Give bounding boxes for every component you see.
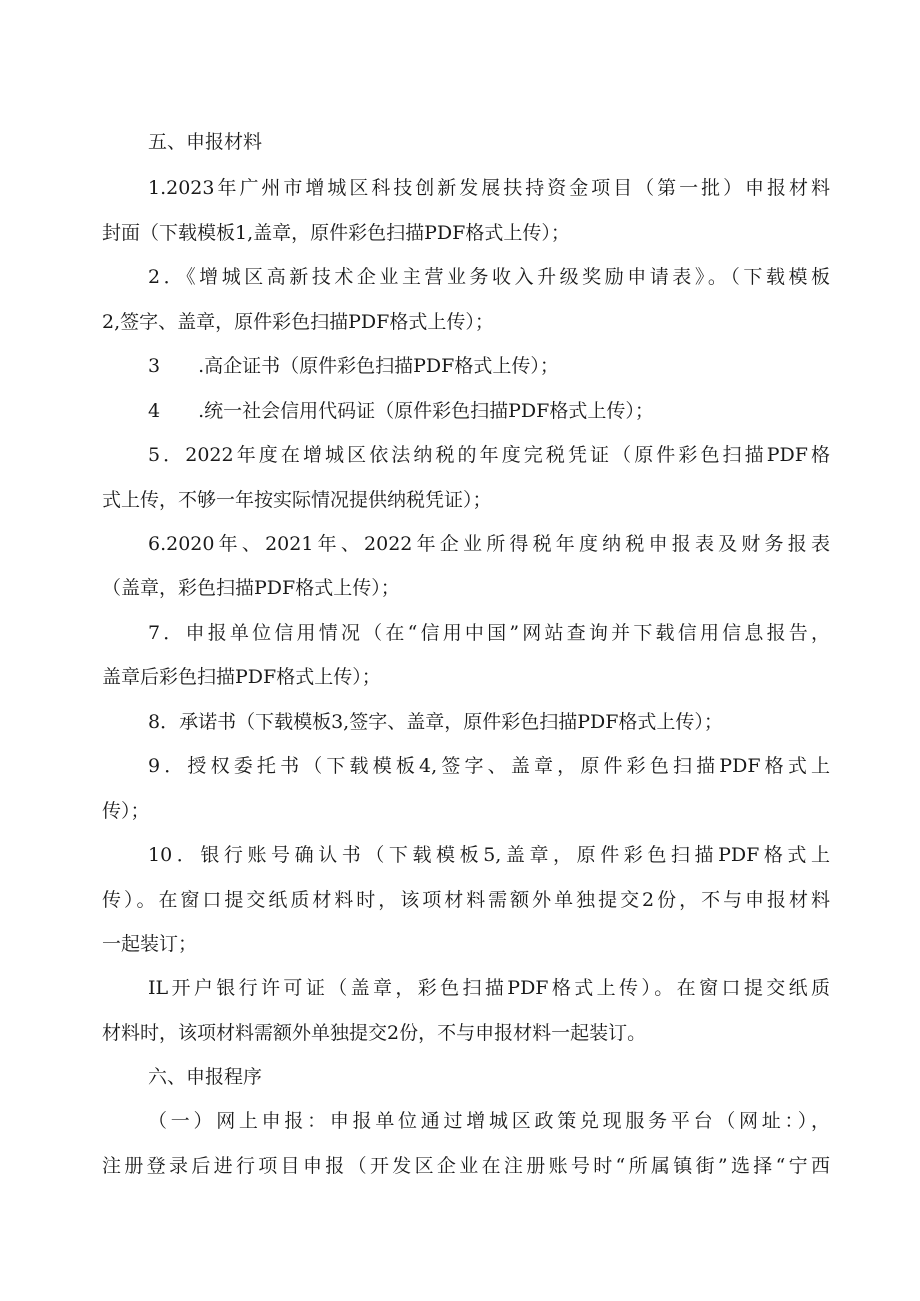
list-item-line: 10．银行账号确认书（下载模板5,盖章，原件彩色扫描PDF格式上 [148, 844, 830, 866]
list-item-line: 4 .统一社会信用代码证（原件彩色扫描PDF格式上传）； [148, 400, 654, 422]
list-item-line: 9．授权委托书（下载模板4,签字、盖章，原件彩色扫描PDF格式上 [148, 755, 830, 777]
list-item-line: 7．申报单位信用情况（在“信用中国”网站查询并下载信用信息报告， [148, 622, 830, 644]
section-heading-materials: 五、申报材料 [148, 131, 263, 153]
list-item-line: 一起装订； [102, 933, 198, 955]
list-item-line: 8．承诺书（下载模板3,签字、盖章，原件彩色扫描PDF格式上传）； [148, 711, 723, 733]
list-item-line: （盖章，彩色扫描PDF格式上传）； [102, 577, 400, 599]
list-item-line: 2,签字、盖章，原件彩色扫描PDF格式上传）； [102, 311, 494, 333]
list-item-line: 封面（下载模板1,盖章，原件彩色扫描PDF格式上传）； [102, 222, 570, 244]
list-item-line: 6.2020年、2021年、2022年企业所得税年度纳税申报表及财务报表 [148, 533, 830, 555]
list-item-line: 材料时，该项材料需额外单独提交2份，不与申报材料一起装订。 [102, 1022, 647, 1044]
list-item-line: 传）； [102, 800, 150, 822]
list-item-line: IL开户银行许可证（盖章，彩色扫描PDF格式上传）。在窗口提交纸质 [148, 977, 830, 999]
list-item-line: 注册登录后进行项目申报（开发区企业在注册账号时“所属镇街”选择“宁西 [102, 1155, 830, 1177]
list-item-line: 传）。在窗口提交纸质材料时，该项材料需额外单独提交2份，不与申报材料 [102, 889, 830, 911]
list-item-line: 式上传，不够一年按实际情况提供纳税凭证）； [102, 489, 492, 511]
list-item-line: 盖章后彩色扫描PDF格式上传）； [102, 666, 381, 688]
list-item-line: 3 .高企证书（原件彩色扫描PDF格式上传）； [148, 355, 559, 377]
list-item-line: 2．《增城区高新技术企业主营业务收入升级奖励申请表》。（下载模板 [148, 266, 830, 288]
section-heading-procedure: 六、申报程序 [148, 1066, 263, 1088]
list-item-line: （一）网上申报：申报单位通过增城区政策兑现服务平台（网址：）， [148, 1110, 830, 1132]
list-item-line: 5．2022年度在增城区依法纳税的年度完税凭证（原件彩色扫描PDF格 [148, 444, 830, 466]
list-item-line: 1.2023年广州市增城区科技创新发展扶持资金项目（第一批）申报材料 [148, 177, 830, 199]
